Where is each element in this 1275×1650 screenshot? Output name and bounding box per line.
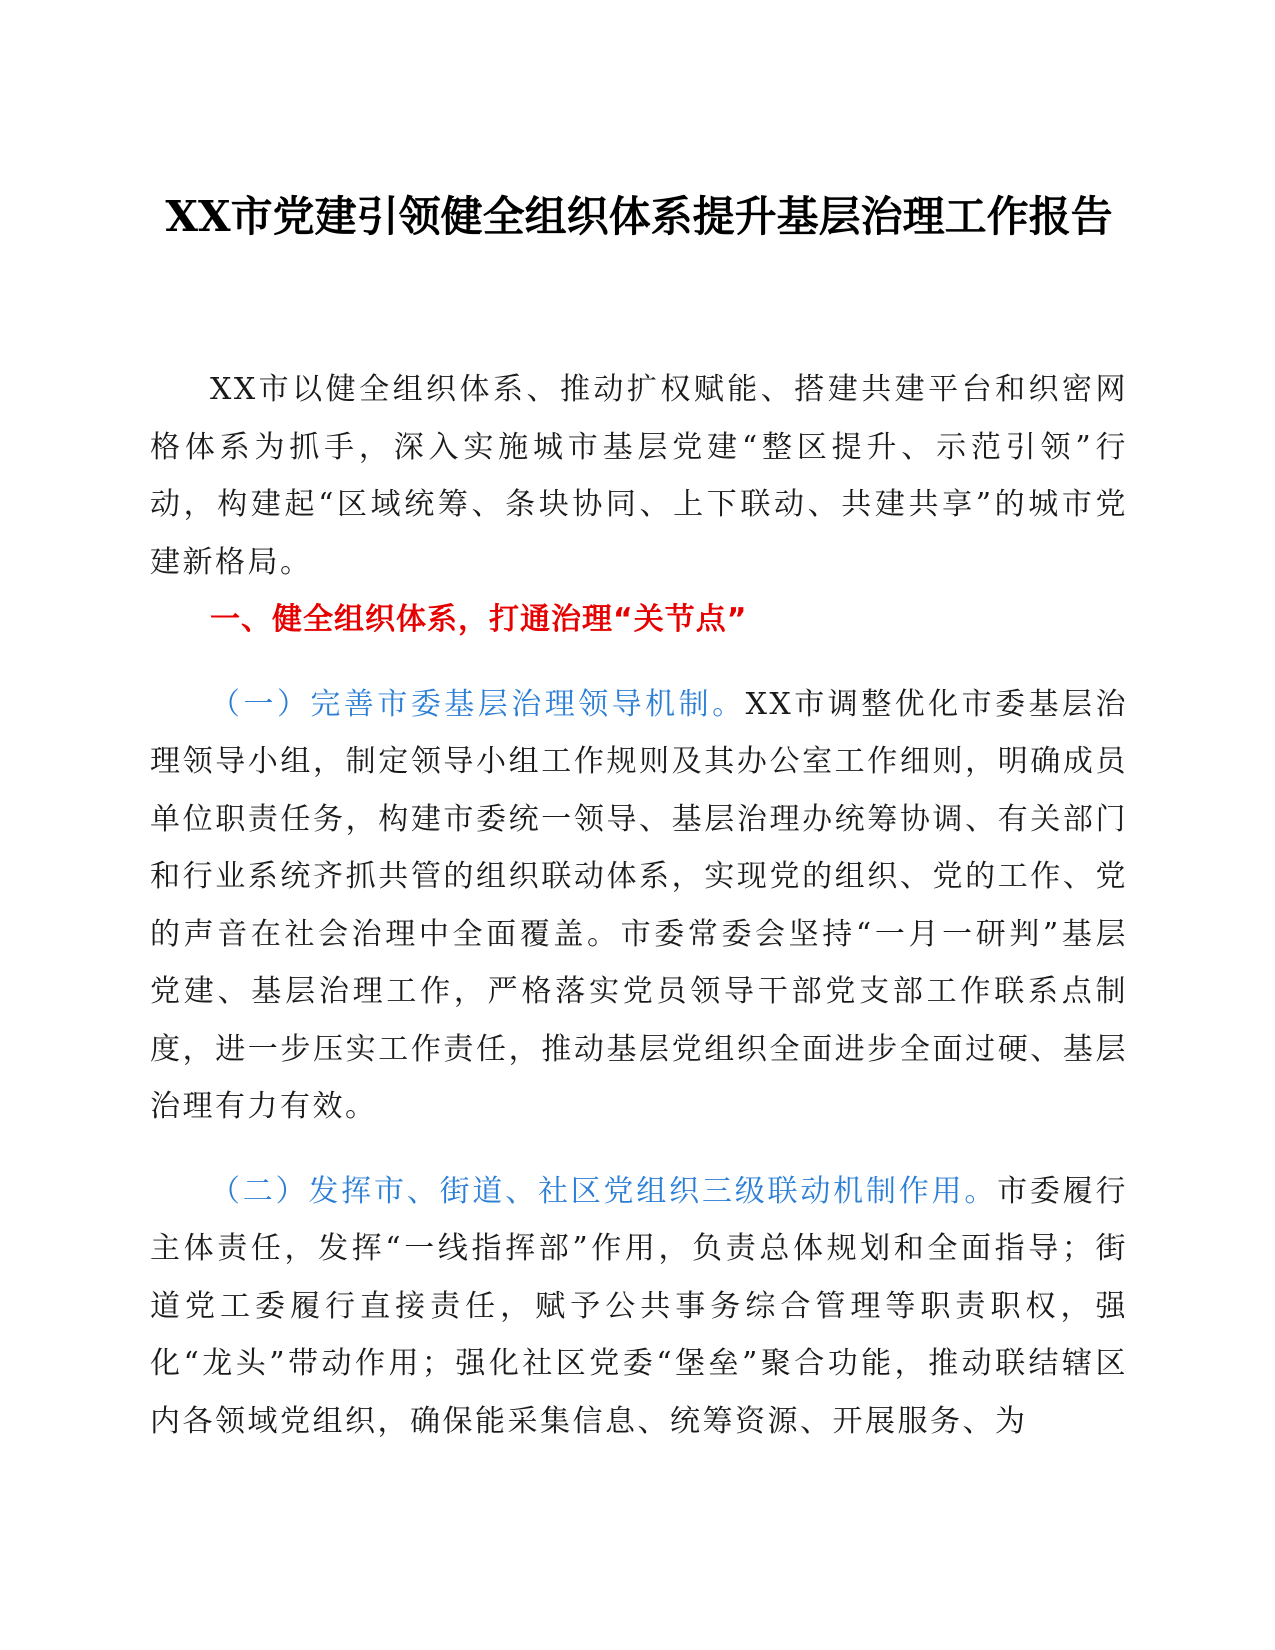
document-body: [150, 361, 1128, 1450]
section-1-item-2: [150, 1163, 1128, 1451]
document-title: XX市党建引领健全组织体系提升基层治理工作报告: [165, 192, 1113, 241]
item-1-body: XX市调整优化市委基层治理领导小组，制定领导小组工作规则及其办公室工作细则，明确成员单位职责任务，构建市委统一领导、基层治理办统筹协调、有关部门和行业系统齐抓共管的组织联动体系，实现党的组织、党的工作、党的声音在社会治理中全面覆盖。市委常委会坚持“一月一研判”基层党建、基层治理工作，严格落实党员领导干部党支部工作联系点制度，进一步压实工作责任，推动基层党组织全面进步全面过硬、基层治理有力有效。: [150, 686, 1129, 1124]
intro-paragraph: XX市以健全组织体系、推动扩权赋能、搭建共建平台和织密网格体系为抓手，深入实施城市基层党建“整区提升、示范引领”行动，构建起“区域统筹、条块协同、上下联动、共建共享”的城市党建新格局。: [150, 372, 1128, 580]
section-heading-1: 一、健全组织体系，打通治理“关节点”: [210, 602, 748, 637]
item-2-body: 市委履行主体责任，发挥“一线指挥部”作用，负责总体规划和全面指导；街道党工委履行直接责任，赋予公共事务综合管理等职责职权，强化“龙头”带动作用；强化社区党委“堡垒”聚合功能，推动联结辖区内各领域党组织，确保能采集信息、统筹资源、开展服务、为: [150, 1173, 1129, 1439]
subheading-2: （二）发挥市、街道、社区党组织三级联动机制作用。: [210, 1173, 998, 1209]
section-1-item-1: [150, 676, 1128, 1136]
subheading-1: （一）完善市委基层治理领导机制。: [210, 686, 746, 722]
